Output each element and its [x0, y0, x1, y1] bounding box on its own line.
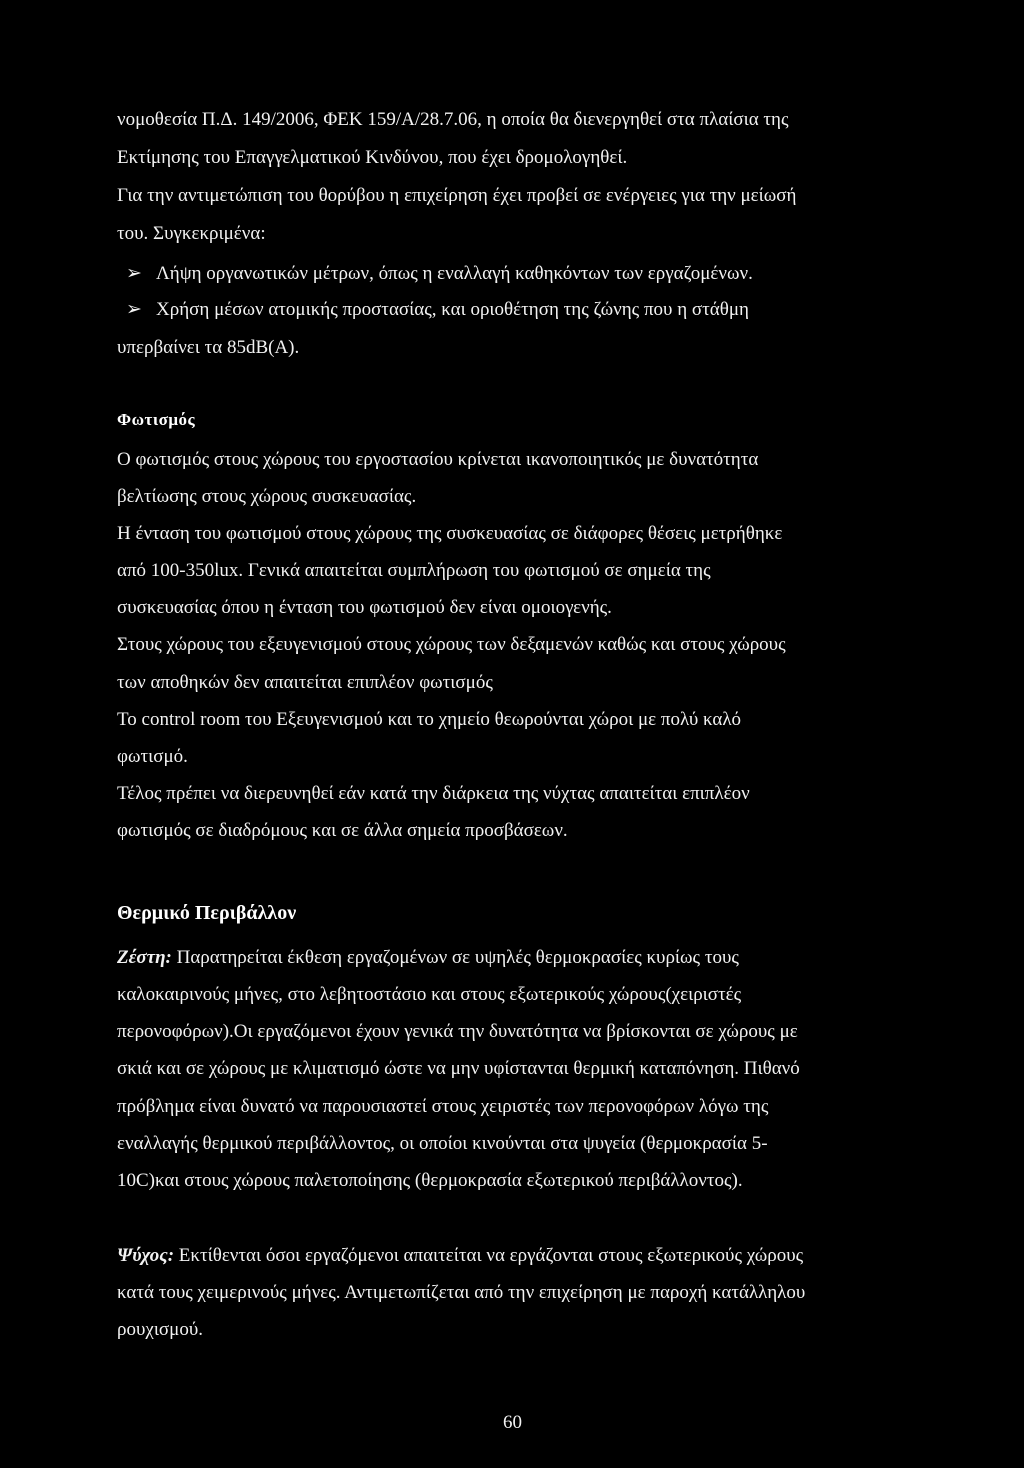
- paragraph-line: φωτισμός σε διαδρόμους και σε άλλα σημεία προσβάσεων.: [117, 820, 568, 841]
- section-heading-thermal: Θερμικό Περιβάλλον: [117, 902, 297, 924]
- arrow-bullet-icon: ➢: [126, 263, 142, 284]
- paragraph-line: 10C)και στους χώρους παλετοποίησης (θερμοκρασία εξωτερικού περιβάλλοντος).: [117, 1170, 743, 1191]
- intro-line: Για την αντιμετώπιση του θορύβου η επιχείρηση έχει προβεί σε ενέργειες για την μείωσή: [117, 185, 797, 206]
- paragraph-line: περονοφόρων).Οι εργαζόμενοι έχουν γενικά την δυνατότητα να βρίσκονται σε χώρους με: [117, 1021, 798, 1042]
- heat-label: Ζέστη:: [117, 947, 172, 968]
- paragraph-line: εναλλαγής θερμικού περιβάλλοντος, οι οποίοι κινούνται στα ψυγεία (θερμοκρασία 5-: [117, 1133, 768, 1154]
- bullet-continuation: υπερβαίνει τα 85dB(A).: [117, 337, 300, 358]
- bullet-text: Λήψη οργανωτικών μέτρων, όπως η εναλλαγή καθηκόντων των εργαζομένων.: [156, 263, 753, 284]
- intro-line: Εκτίμησης του Επαγγελματικού Κινδύνου, που έχει δρομολογηθεί.: [117, 147, 628, 168]
- cold-text: Εκτίθενται όσοι εργαζόμενοι απαιτείται να εργάζονται στους εξωτερικούς χώρους: [174, 1245, 804, 1266]
- paragraph-line: φωτισμό.: [117, 746, 188, 767]
- arrow-bullet-icon: ➢: [126, 299, 142, 320]
- paragraph-line: Ο φωτισμός στους χώρους του εργοστασίου κρίνεται ικανοποιητικός με δυνατότητα: [117, 449, 759, 470]
- paragraph-line: ρουχισμού.: [117, 1319, 204, 1340]
- paragraph-line: Τέλος πρέπει να διερευνηθεί εάν κατά την διάρκεια της νύχτας απαιτείται επιπλέον: [117, 783, 750, 804]
- heat-text: Παρατηρείται έκθεση εργαζομένων σε υψηλές θερμοκρασίες κυρίως τους: [171, 947, 739, 968]
- paragraph-line: από 100-350lux. Γενικά απαιτείται συμπλήρωση του φωτισμού σε σημεία της: [117, 560, 711, 581]
- paragraph-line: καλοκαιρινούς μήνες, στο λεβητοστάσιο και στους εξωτερικούς χώρους(χειριστές: [117, 984, 742, 1005]
- paragraph-line: Η ένταση του φωτισμού στους χώρους της συσκευασίας σε διάφορες θέσεις μετρήθηκε: [117, 523, 783, 544]
- paragraph-line: Το control room του Εξευγενισμού και το χημείο θεωρούνται χώροι με πολύ καλό: [117, 709, 742, 730]
- intro-line: του. Συγκεκριμένα:: [117, 223, 266, 244]
- section-heading-lighting: Φωτισμός: [117, 410, 196, 429]
- paragraph-line: Στους χώρους του εξευγενισμού στους χώρους των δεξαμενών καθώς και στους χώρους: [117, 634, 786, 655]
- bullet-item: [126, 298, 749, 322]
- paragraph-line: [117, 1244, 803, 1268]
- paragraph-line: πρόβλημα είναι δυνατό να παρουσιαστεί στους χειριστές των περονοφόρων λόγω της: [117, 1096, 769, 1117]
- paragraph-line: συσκευασίας όπου η ένταση του φωτισμού δεν είναι ομοιογενής.: [117, 597, 612, 618]
- intro-line: νομοθεσία Π.Δ. 149/2006, ΦΕΚ 159/Α/28.7.06, η οποία θα διενεργηθεί στα πλαίσια της: [117, 109, 789, 130]
- bullet-item: [126, 262, 753, 286]
- paragraph-line: κατά τους χειμερινούς μήνες. Αντιμετωπίζεται από την επιχείρηση με παροχή κατάλληλου: [117, 1282, 806, 1303]
- page-number: 60: [503, 1412, 522, 1433]
- paragraph-line: των αποθηκών δεν απαιτείται επιπλέον φωτισμός: [117, 672, 493, 693]
- cold-label: Ψύχος:: [117, 1245, 175, 1266]
- paragraph-line: [117, 946, 739, 970]
- bullet-text: Χρήση μέσων ατομικής προστασίας, και οριοθέτηση της ζώνης που η στάθμη: [156, 299, 749, 320]
- paragraph-line: βελτίωσης στους χώρους συσκευασίας.: [117, 486, 417, 507]
- paragraph-line: σκιά και σε χώρους με κλιματισμό ώστε να μην υφίστανται θερμική καταπόνηση. Πιθανό: [117, 1058, 800, 1079]
